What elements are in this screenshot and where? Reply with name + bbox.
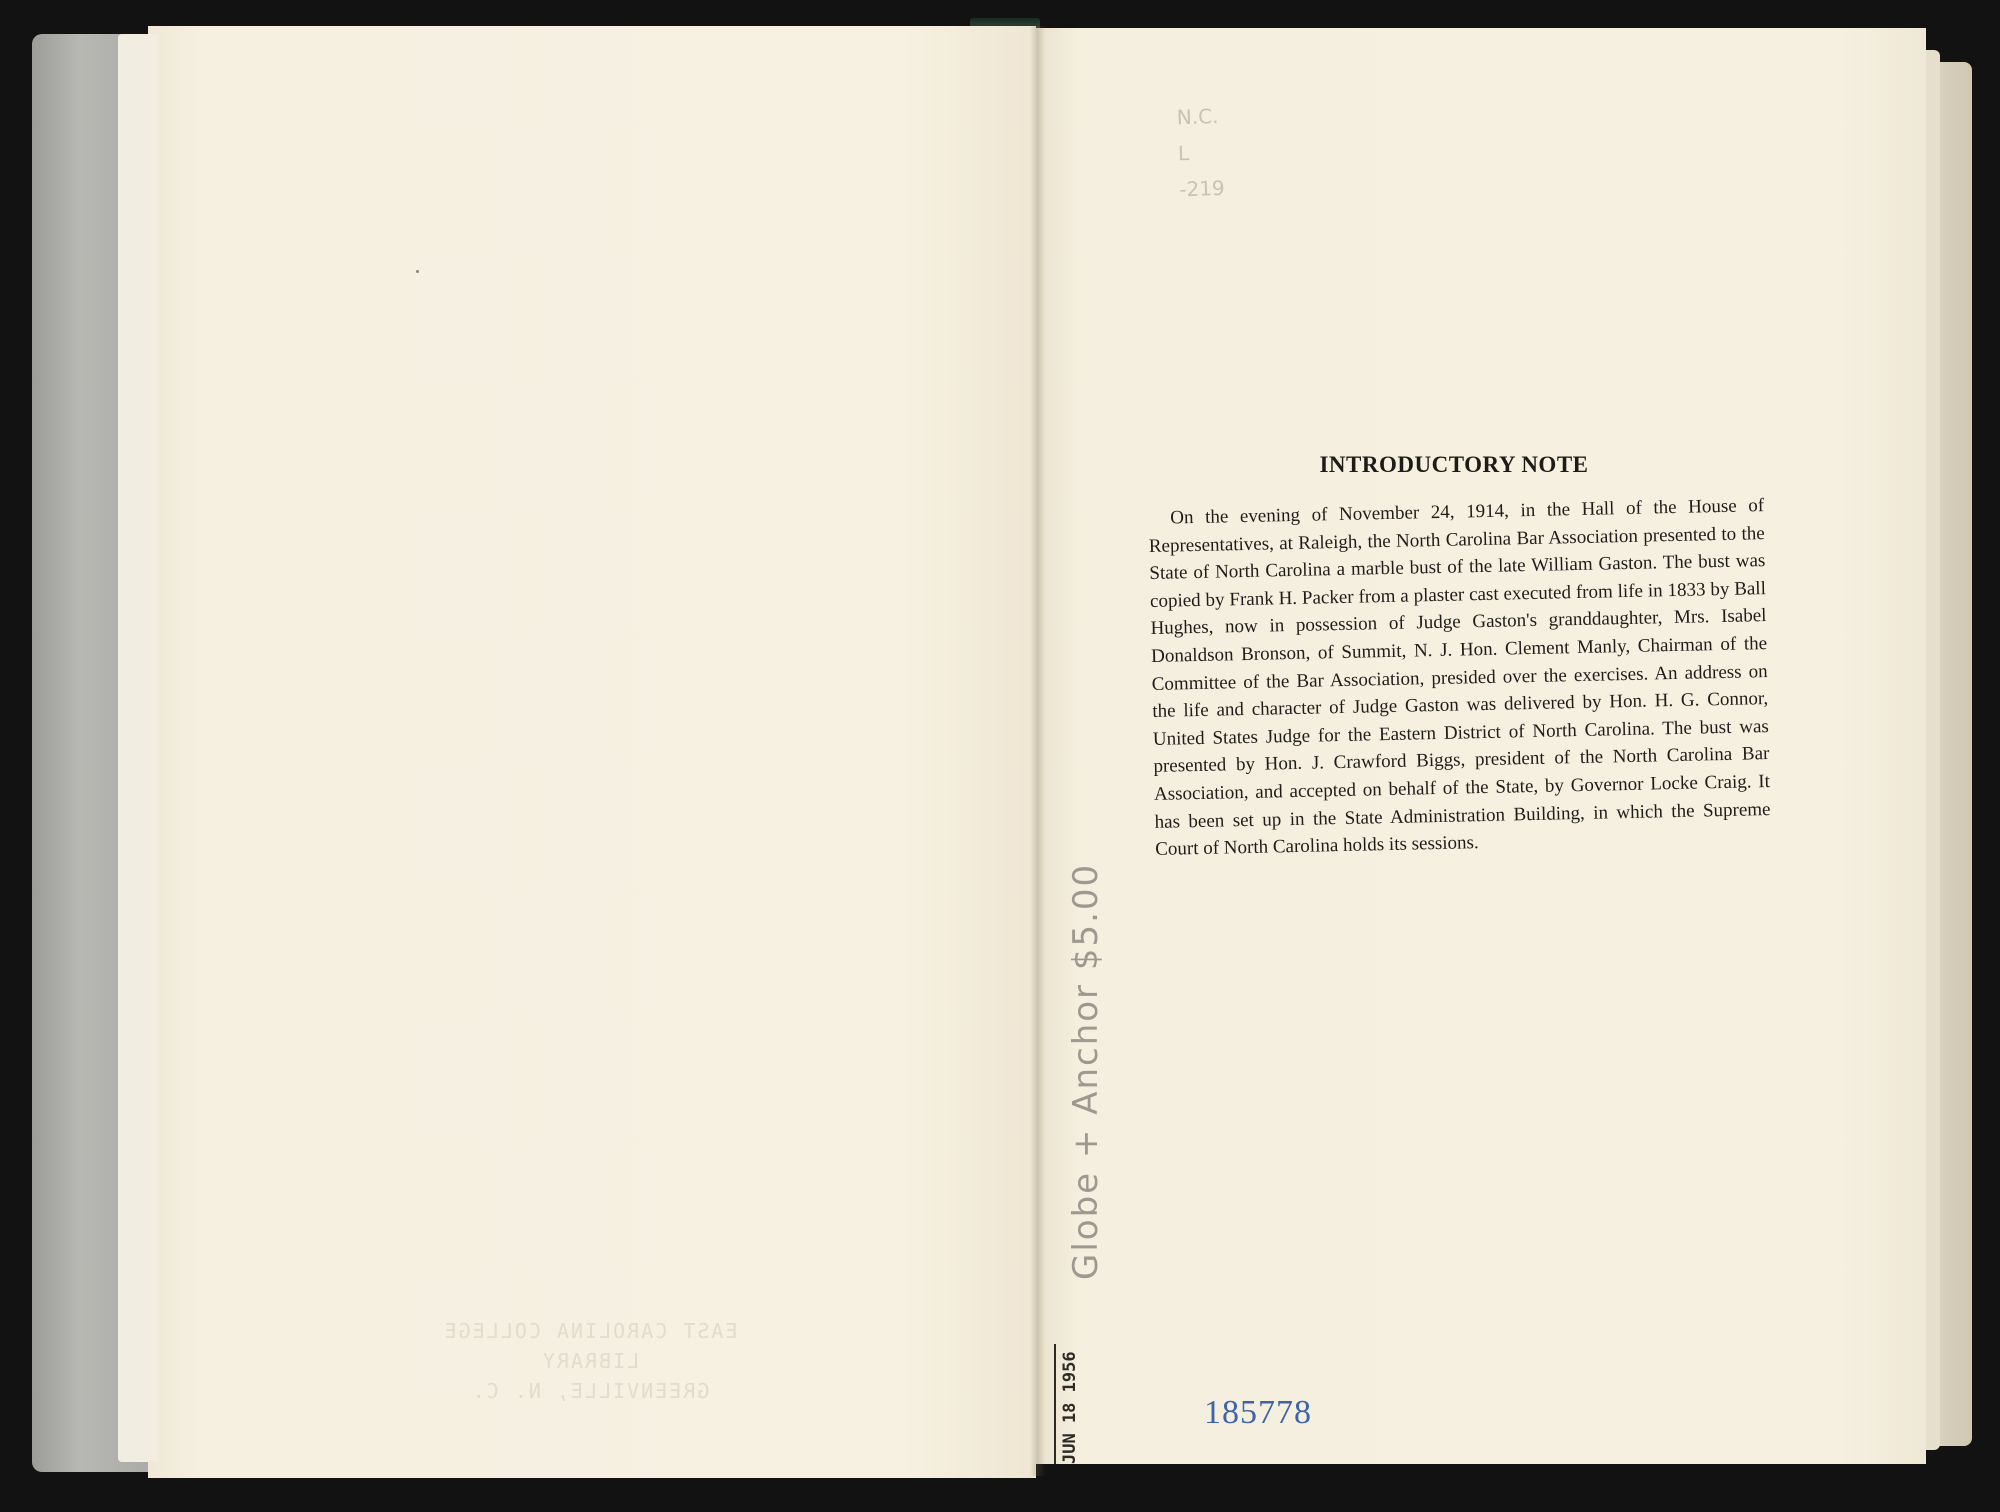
endpaper-strip [118,34,158,1462]
ghost-library-stamp [400,1316,780,1406]
handwritten-price-note: Globe + Anchor $5.00 [1066,862,1106,1280]
catalog-note-line: N.C. [1176,103,1219,130]
date-received-stamp: JUN 18 1956 [1060,1351,1080,1464]
page-title: INTRODUCTORY NOTE [1319,452,1589,477]
body-paragraph: On the evening of November 24, 1914, in the Hall of the House of Representatives, at Raleigh, the North Carolina Bar Association presented to the State of North Carolina a marble bust of the late William Gaston. The bust was copied by Frank H. Packer from a plaster cast executed from life in 1833 by Ball Hughes, now in possession of Judge Gaston's granddaughter, Mrs. Isabel Donaldson Bronson, of Summit, N. J. Hon. Clement Manly, Chairman of the Committee of the Bar Association, presided over the exercises. An address on the life and character of Judge Gaston was delivered by Hon. H. G. Connor, United States Judge for the Eastern District of North Carolina. The bust was presented by Hon. J. Crawford Biggs, president of the North Carolina Bar Association, and accepted on behalf of the State, by Governor Locke Craig. It has been set up in the State Administration Building, in which the Supreme Court of North Carolina holds its sessions. [1148,495,1771,861]
pencil-catalog-note [1176,97,1260,208]
book-gutter [1030,26,1046,1476]
paper-speck [416,270,419,273]
catalog-note-line: L [1177,141,1190,166]
ghost-stamp-line: LIBRARY [540,1349,640,1373]
catalog-note-line: -219 [1178,175,1226,202]
left-page [148,26,1036,1478]
accession-number-stamp: 185778 [1204,1394,1312,1431]
introductory-note-body [1148,492,1771,864]
ghost-stamp-line: EAST CAROLINA COLLEGE [442,1319,738,1343]
ghost-stamp-line: GREENVILLE, N. C. [470,1379,710,1403]
stamp-underline [1054,1344,1056,1464]
